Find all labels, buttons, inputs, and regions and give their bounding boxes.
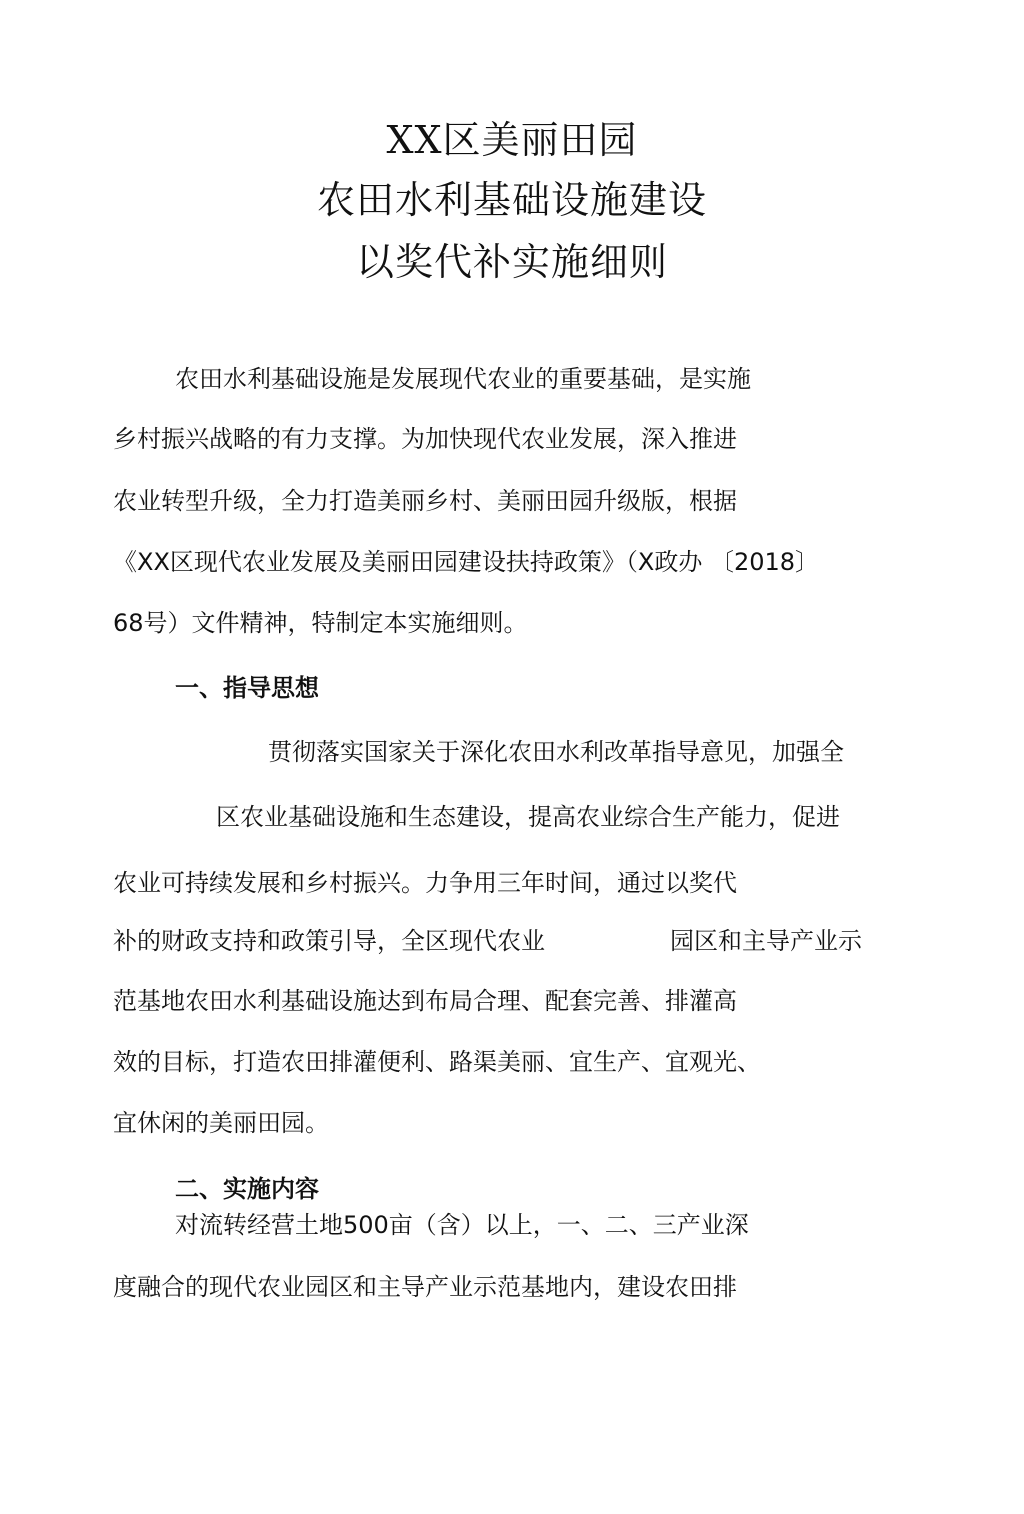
intro-line-1: 农田水利基础设施是发展现代农业的重要基础，是实施	[175, 365, 751, 393]
section1-line-6: 效的目标，打造农田排灌便利、路渠美丽、宜生产、宜观光、	[113, 1048, 761, 1076]
title-line-2: 农田水利基础设施建设	[316, 178, 707, 222]
section2-line-1: 对流转经营土地500亩（含）以上，一、二、三产业深	[175, 1211, 749, 1239]
intro-line-2: 乡村振兴战略的有力支撑。为加快现代农业发展，深入推进	[113, 425, 737, 453]
intro-line-3: 农业转型升级，全力打造美丽乡村、美丽田园升级版，根据	[113, 487, 737, 515]
section1-line-2: 区农业基础设施和生态建设，提高农业综合生产能力，促进	[216, 803, 840, 831]
section1-heading: 一、指导思想	[175, 674, 319, 702]
section1-line-4a: 补的财政支持和政策引导，全区现代农业	[113, 927, 545, 955]
section1-line-7: 宜休闲的美丽田园。	[113, 1109, 329, 1137]
section2-heading: 二、实施内容	[175, 1175, 319, 1203]
intro-line-4: 《XX区现代农业发展及美丽田园建设扶持政策》（X政办 〔2018〕	[113, 548, 820, 576]
title-line-1: XX区美丽田园	[386, 118, 638, 162]
section1-line-3: 农业可持续发展和乡村振兴。力争用三年时间，通过以奖代	[113, 869, 737, 897]
section2-line-2: 度融合的现代农业园区和主导产业示范基地内，建设农田排	[113, 1273, 737, 1301]
intro-line-5: 68号）文件精神，特制定本实施细则。	[113, 609, 528, 637]
title-line-3: 以奖代补实施细则	[355, 240, 668, 284]
section1-line-1: 贯彻落实国家关于深化农田水利改革指导意见，加强全	[268, 738, 844, 766]
section1-line-5: 范基地农田水利基础设施达到布局合理、配套完善、排灌高	[113, 987, 737, 1015]
section1-line-4b: 园区和主导产业示	[670, 927, 862, 955]
